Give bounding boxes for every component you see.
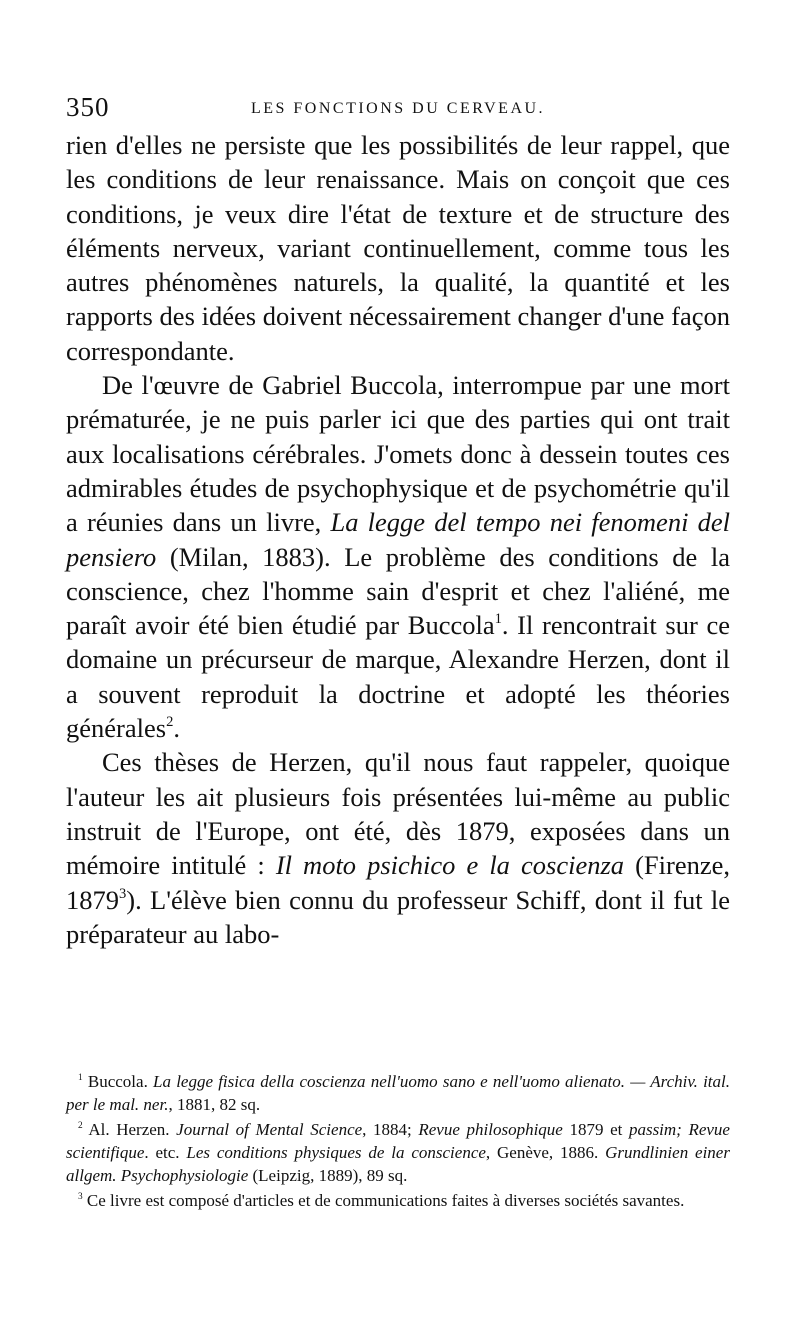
paragraph-2-text-c: . Il rencontrait sur ce domaine un précurseur de marque, Alexandre Herzen, dont il a souvent reproduit la doctrine et adopté les théories générales xyxy=(66,610,730,744)
footnote-2-journal: Journal of Mental Science xyxy=(176,1120,363,1139)
footnote-2-revue-philosophique: Revue philosophique xyxy=(418,1120,563,1139)
footnote-3 xyxy=(66,1189,730,1212)
memoir-title-moto-psichico: Il moto psichico e la coscienza xyxy=(275,850,625,881)
paragraph-3-text-b: (Firenze, 1879 xyxy=(66,850,730,915)
page-header xyxy=(66,92,730,126)
footnote-1 xyxy=(66,1070,730,1116)
footnote-1-mark: 1 xyxy=(78,1073,83,1083)
footnote-2 xyxy=(66,1118,730,1187)
paragraph-1-text: rien d'elles ne persiste que les possibilités de leur rappel, que les conditions de leur renaissance. Mais on conçoit que ces conditions, je veux dire l'état de texture et de structure des éléments nerveux, variant continuellement, comme tous les autres phénomènes naturels, la qualité, la quantité et les rapports des idées doivent nécessairement changer d'une façon correspondante. xyxy=(66,130,730,366)
footnote-ref-1: 1 xyxy=(494,611,502,628)
running-title: LES FONCTIONS DU CERVEAU. xyxy=(250,100,546,117)
footnote-2-text-f: (Leipzig, 1889), 89 sq. xyxy=(248,1166,408,1185)
book-title-legge-del-tempo: La legge del tempo nei fenomeni del pensiero xyxy=(66,507,730,572)
footnote-2-text-d: . etc. xyxy=(144,1143,187,1162)
paragraph-2 xyxy=(66,368,730,745)
footnote-1-pages: , 1881, 82 sq. xyxy=(168,1095,261,1114)
footnote-1-author: Buccola. xyxy=(82,1072,154,1091)
paragraph-3-text-c: ). L'élève bien connu du professeur Schiff, dont il fut le préparateur au labo- xyxy=(66,884,730,949)
footnote-3-mark: 3 xyxy=(78,1192,83,1202)
footnotes xyxy=(66,1070,730,1214)
paragraph-2-text-d: . xyxy=(173,713,180,744)
footnote-2-revue-scientifique: passim; Revue scientifique xyxy=(66,1120,730,1162)
paragraph-3-text-a: Ces thèses de Herzen, qu'il nous faut rappeler, quoique l'auteur les ait plusieurs fois présentées lui-même au public instruit de l'Europe, ont été, dès 1879, exposées dans un mémoire intitulé : xyxy=(66,747,730,881)
footnote-2-text-b: , 1884; xyxy=(362,1120,419,1139)
footnote-2-conditions-physiques: Les conditions physiques de la conscience xyxy=(186,1143,486,1162)
footnote-ref-3: 3 xyxy=(119,885,127,902)
footnote-ref-2: 2 xyxy=(166,714,174,731)
paragraph-2-text-b: (Milan, 1883). Le problème des conditions de la conscience, chez l'homme sain d'esprit et chez l'aliéné, me paraît avoir été bien étudié par Buccola xyxy=(66,541,730,641)
paragraph-1 xyxy=(66,128,730,368)
footnote-2-grundlinien: Grundlinien einer allgem. Psychophysiologie xyxy=(66,1143,730,1185)
page-number: 350 xyxy=(66,92,110,122)
footnote-2-author: Al. Herzen. xyxy=(82,1120,177,1139)
footnote-2-text-e: , Genève, 1886. xyxy=(485,1143,606,1162)
footnote-2-text-c: 1879 et xyxy=(562,1120,629,1139)
body-text xyxy=(66,128,730,951)
paragraph-3 xyxy=(66,745,730,951)
footnote-1-title: La legge fisica della coscienza nell'uomo sano e nell'uomo alienato. — Archiv. ital. per le mal. ner. xyxy=(66,1072,730,1114)
paragraph-2-text-a: De l'œuvre de Gabriel Buccola, interrompue par une mort prématurée, je ne puis parler ici que des parties qui ont trait aux localisations cérébrales. J'omets donc à dessein toutes ces admirables études de psychophysique et de psychométrie qu'il a réunies dans un livre, xyxy=(66,370,730,538)
footnote-2-mark: 2 xyxy=(78,1121,83,1131)
footnote-3-text: Ce livre est composé d'articles et de communications faites à diverses sociétés savantes. xyxy=(82,1191,685,1210)
